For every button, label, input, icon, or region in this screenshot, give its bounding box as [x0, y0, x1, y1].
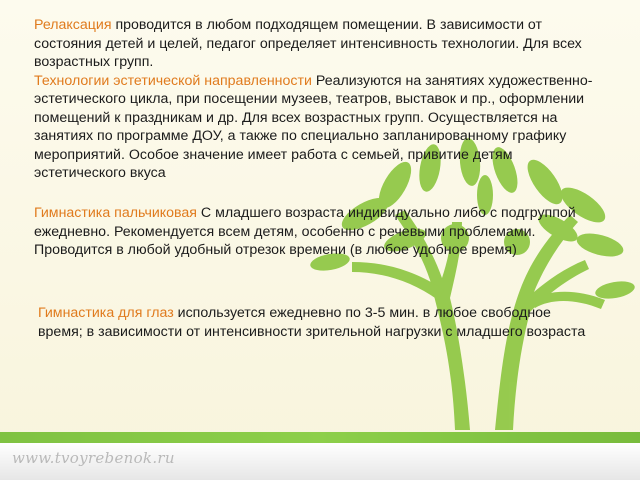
term-relaxation: Релаксация	[34, 17, 112, 33]
term-finger-gymnastics: Гимнастика пальчиковая	[34, 205, 197, 221]
eye-gymnastics-paragraph	[38, 304, 598, 341]
footer-green-band	[0, 432, 640, 443]
footer-url: www.tvoyrebenok.ru	[12, 449, 175, 467]
term-eye-gymnastics: Гимнастика для глаз	[38, 305, 174, 321]
finger-gymnastics-paragraph	[34, 204, 594, 260]
relaxation-text: проводится в любом подходящем помещении. В зависимости от состояния детей и целей, педагог определяет интенсивность технологии. Для всех возрастных групп.	[34, 17, 582, 70]
term-aesthetic-technologies: Технологии эстетической направленности	[34, 72, 312, 89]
finger-gymnastics-text: С младшего возраста индивидуально либо с подгруппой ежедневно. Рекомендуется всем детям, особенно с речевыми проблемами. Проводится в любой удобный отрезок времени (в любое удобное время)	[34, 205, 576, 258]
relaxation-paragraph	[34, 16, 594, 183]
aesthetic-technologies-text: Реализуются на занятиях художественно-эстетического цикла, при посещении музеев, театров, выставок и пр., оформлении помещений к праздникам и др. Для всех возрастных групп. Осуществляется на занятиях по программе ДОУ, а также по специально запланированному графику мероприятий. Особое значение имеет работа с семьей, привитие детям эстетического вкуса	[34, 72, 593, 181]
eye-gymnastics-text: используется ежедневно по 3-5 мин. в любое свободное время; в зависимости от интенсивности зрительной нагрузки с младшего возраста	[38, 305, 586, 340]
